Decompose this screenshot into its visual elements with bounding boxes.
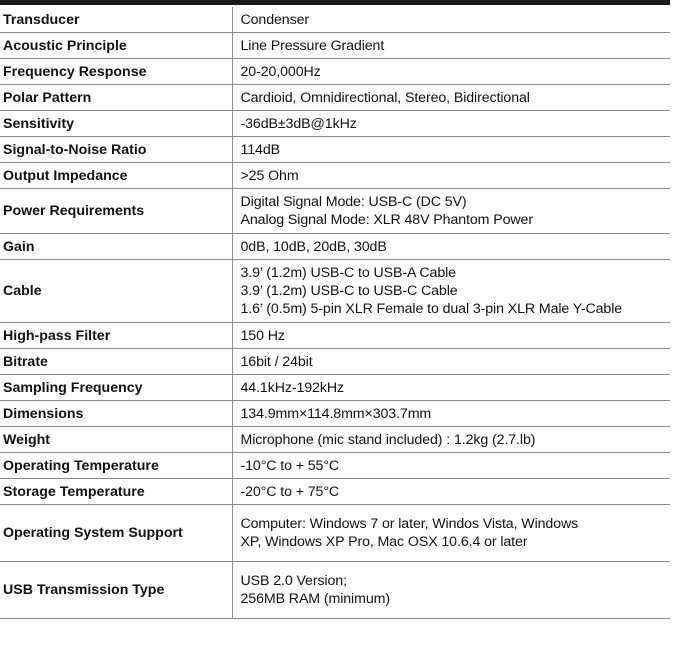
spec-label: Sensitivity bbox=[0, 111, 232, 137]
spec-value-line: 0dB, 10dB, 20dB, 30dB bbox=[240, 238, 387, 255]
spec-label: Power Requirements bbox=[0, 189, 232, 234]
spec-value-line: USB 2.0 Version; bbox=[240, 573, 347, 589]
spec-label: Storage Temperature bbox=[0, 479, 232, 505]
spec-value bbox=[232, 85, 670, 111]
specifications-table bbox=[0, 7, 670, 619]
spec-value-line: Computer: Windows 7 or later, Windos Vista, Windows bbox=[240, 516, 579, 532]
spec-value-line: XP, Windows XP Pro, Mac OSX 10.6.4 or later bbox=[240, 534, 528, 550]
spec-row-operating-temperature bbox=[0, 453, 670, 479]
spec-row-output-impedance bbox=[0, 163, 670, 189]
spec-value bbox=[232, 189, 670, 234]
spec-row-storage-temperature bbox=[0, 479, 670, 505]
spec-value bbox=[232, 453, 670, 479]
spec-value bbox=[232, 7, 670, 33]
top-rule bbox=[0, 0, 670, 5]
spec-value-line: 114dB bbox=[240, 141, 280, 158]
spec-label: Sampling Frequency bbox=[0, 375, 232, 401]
spec-value-line: -10°C to + 55°C bbox=[240, 457, 340, 474]
spec-label: Weight bbox=[0, 427, 232, 453]
spec-value bbox=[232, 562, 670, 619]
spec-row-cable bbox=[0, 260, 670, 323]
spec-value bbox=[232, 234, 670, 260]
spec-value-line: 3.9’ (1.2m) USB-C to USB-A Cable bbox=[240, 265, 456, 281]
spec-label: Operating System Support bbox=[0, 505, 232, 562]
spec-label: Gain bbox=[0, 234, 232, 260]
spec-row-signal-to-noise-ratio bbox=[0, 137, 670, 163]
spec-value-line: >25 Ohm bbox=[240, 167, 299, 184]
spec-label: Dimensions bbox=[0, 401, 232, 427]
spec-value bbox=[232, 427, 670, 453]
spec-value-line: 150 Hz bbox=[240, 327, 285, 344]
spec-value bbox=[232, 479, 670, 505]
spec-label: Cable bbox=[0, 260, 232, 323]
spec-label: Operating Temperature bbox=[0, 453, 232, 479]
spec-row-power-requirements bbox=[0, 189, 670, 234]
spec-value bbox=[232, 505, 670, 562]
spec-value bbox=[232, 260, 670, 323]
spec-value-line: 16bit / 24bit bbox=[240, 353, 313, 370]
spec-row-sampling-frequency bbox=[0, 375, 670, 401]
spec-row-weight bbox=[0, 427, 670, 453]
spec-value bbox=[232, 375, 670, 401]
spec-row-polar-pattern bbox=[0, 85, 670, 111]
spec-label: USB Transmission Type bbox=[0, 562, 232, 619]
spec-label: Transducer bbox=[0, 7, 232, 33]
spec-label: Acoustic Principle bbox=[0, 33, 232, 59]
spec-value bbox=[232, 137, 670, 163]
spec-value-line: 3.9’ (1.2m) USB-C to USB-C Cable bbox=[240, 283, 458, 299]
spec-row-frequency-response bbox=[0, 59, 670, 85]
spec-value-line: -36dB±3dB@1kHz bbox=[240, 115, 357, 132]
spec-row-high-pass-filter bbox=[0, 323, 670, 349]
spec-value-line: Analog Signal Mode: XLR 48V Phantom Power bbox=[240, 212, 533, 228]
spec-value-line: Digital Signal Mode: USB-C (DC 5V) bbox=[240, 194, 467, 210]
spec-label: Polar Pattern bbox=[0, 85, 232, 111]
spec-row-sensitivity bbox=[0, 111, 670, 137]
spec-value bbox=[232, 323, 670, 349]
spec-label: Output Impedance bbox=[0, 163, 232, 189]
spec-value bbox=[232, 59, 670, 85]
spec-value bbox=[232, 349, 670, 375]
spec-label: Bitrate bbox=[0, 349, 232, 375]
spec-value-line: Condenser bbox=[240, 11, 310, 28]
spec-value-line: Microphone (mic stand included) : 1.2kg (2.7.lb) bbox=[240, 431, 536, 448]
spec-row-dimensions bbox=[0, 401, 670, 427]
spec-value bbox=[232, 111, 670, 137]
spec-value-line: 256MB RAM (minimum) bbox=[240, 591, 390, 607]
spec-label: High-pass Filter bbox=[0, 323, 232, 349]
spec-value-line: 134.9mm×114.8mm×303.7mm bbox=[240, 405, 432, 422]
spec-value bbox=[232, 401, 670, 427]
spec-row-bitrate bbox=[0, 349, 670, 375]
spec-value-line: 1.6’ (0.5m) 5-pin XLR Female to dual 3-pin XLR Male Y-Cable bbox=[240, 301, 623, 317]
spec-row-transducer bbox=[0, 7, 670, 33]
spec-row-usb-transmission-type bbox=[0, 562, 670, 619]
spec-label: Frequency Response bbox=[0, 59, 232, 85]
spec-row-operating-system-support bbox=[0, 505, 670, 562]
spec-value-line: 44.1kHz-192kHz bbox=[240, 379, 344, 396]
spec-value-line: 20-20,000Hz bbox=[240, 63, 321, 80]
spec-value-line: Cardioid, Omnidirectional, Stereo, Bidirectional bbox=[240, 89, 530, 106]
spec-row-acoustic-principle bbox=[0, 33, 670, 59]
spec-label: Signal-to-Noise Ratio bbox=[0, 137, 232, 163]
spec-row-gain bbox=[0, 234, 670, 260]
spec-value-line: Line Pressure Gradient bbox=[240, 37, 385, 54]
spec-value bbox=[232, 163, 670, 189]
spec-value-line: -20°C to + 75°C bbox=[240, 483, 340, 500]
spec-value bbox=[232, 33, 670, 59]
